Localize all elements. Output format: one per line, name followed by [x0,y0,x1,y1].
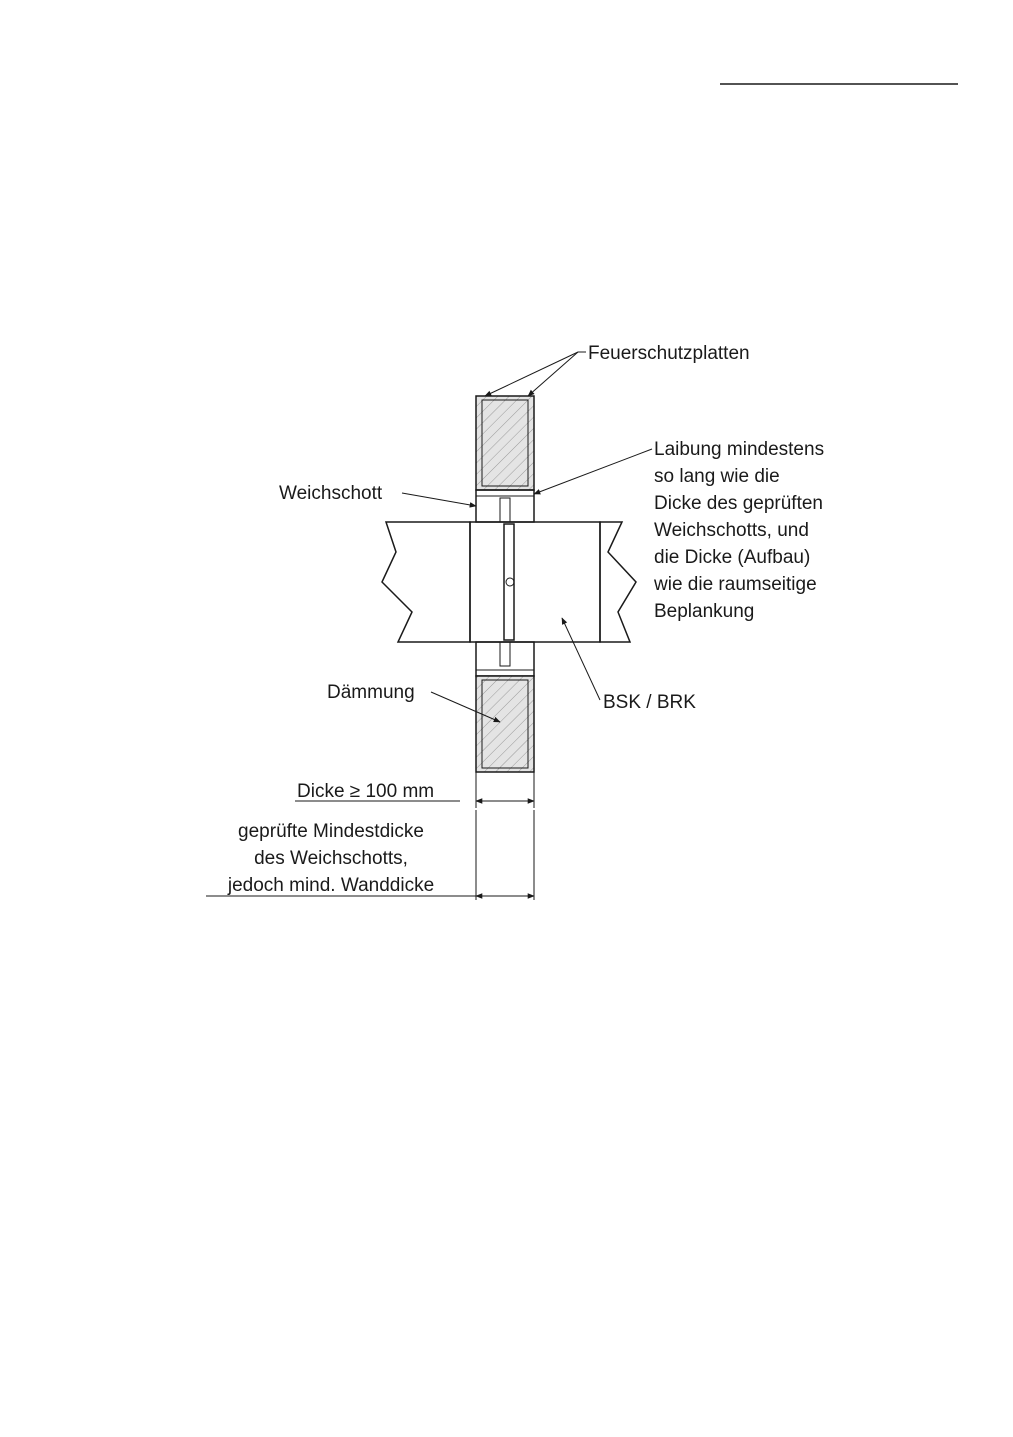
damper-axis [506,578,514,586]
leader-laibung [534,449,652,494]
leader-bsk [562,618,600,700]
label-mindestdicke-1: geprüfte Mindestdicke [238,821,424,842]
label-laibung-7: Beplankung [654,601,755,622]
wall-lower [476,676,534,772]
label-laibung-4: Weichschotts, und [654,520,809,541]
label-laibung-3: Dicke des geprüften [654,493,823,514]
leader-weichschott [402,493,476,506]
leader-feuerschutzplatten-2 [528,352,578,396]
label-laibung-6: wie die raumseitige [654,574,817,595]
label-daemmung: Dämmung [327,682,415,703]
weichschott-lower [476,642,534,676]
label-dicke: Dicke ≥ 100 mm [297,781,435,802]
weichschott-upper [476,490,534,522]
label-mindestdicke-2: des Weichschotts, [254,848,408,869]
leader-feuerschutzplatten-1 [485,352,578,396]
damper-housing [470,522,600,642]
wall-upper [476,396,534,490]
label-bsk-brk: BSK / BRK [603,692,696,713]
label-mindestdicke-3: jedoch mind. Wanddicke [227,875,435,896]
duct [382,522,636,642]
label-laibung-5: die Dicke (Aufbau) [654,547,811,568]
label-feuerschutzplatten: Feuerschutzplatten [588,343,750,364]
label-laibung-2: so lang wie die [654,466,780,487]
label-weichschott: Weichschott [279,483,383,504]
label-laibung-1: Laibung mindestens [654,439,825,460]
